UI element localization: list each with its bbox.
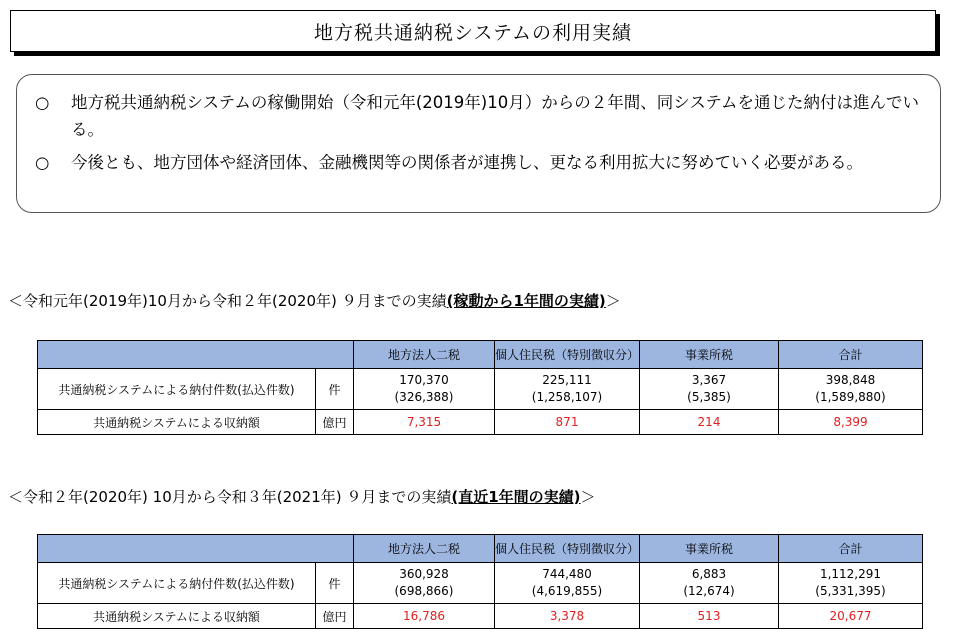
section-heading-prefix: ＜令和２年(2020年) 10月から令和３年(2021年) ９月までの実績 — [8, 488, 452, 506]
amount-cell: 871 — [495, 410, 640, 435]
column-header: 個人住民税（特別徴収分） — [495, 535, 640, 563]
row-unit: 件 — [316, 369, 354, 410]
row-label: 共通納税システムによる納付件数(払込件数) — [38, 369, 316, 410]
column-header: 地方法人二税 — [354, 341, 495, 369]
count-main: 360,928 — [399, 567, 449, 581]
count-cell — [640, 369, 779, 410]
table-row-collection-amount — [38, 604, 923, 629]
header-blank-cell — [38, 341, 354, 369]
count-main: 398,848 — [825, 373, 876, 387]
table-header-row — [38, 341, 923, 369]
table-header-row — [38, 535, 923, 563]
row-label: 共通納税システムによる納付件数(払込件数) — [38, 563, 316, 604]
count-sub: (4,619,855) — [531, 584, 603, 598]
table-row-payment-count — [38, 563, 923, 604]
table-row-payment-count — [38, 369, 923, 410]
count-main: 6,883 — [691, 567, 727, 581]
row-unit: 億円 — [316, 604, 354, 629]
summary-text: 今後とも、地方団体や経済団体、金融機関等の関係者が連携し、更なる利用拡大に努めていく必要がある。 — [71, 153, 863, 172]
column-header: 事業所税 — [640, 341, 779, 369]
table-row-collection-amount — [38, 410, 923, 435]
section-heading-recent-year — [8, 486, 596, 507]
summary-item — [35, 149, 922, 176]
count-main: 225,111 — [542, 373, 592, 387]
count-sub: (5,331,395) — [815, 584, 886, 598]
count-main: 1,112,291 — [819, 567, 882, 581]
results-table-first-year — [37, 340, 923, 435]
count-cell — [779, 563, 923, 604]
section-heading-emphasis: (稼動から1年間の実績) — [446, 292, 606, 310]
count-sub: (326,388) — [394, 390, 454, 404]
summary-item — [35, 89, 922, 143]
summary-box — [16, 74, 941, 213]
bullet-circle-icon: ○ — [35, 153, 50, 172]
amount-cell: 3,378 — [495, 604, 640, 629]
count-cell — [779, 369, 923, 410]
page-title — [10, 10, 936, 52]
column-header: 個人住民税（特別徴収分） — [495, 341, 640, 369]
column-header: 合計 — [779, 341, 923, 369]
count-cell — [495, 369, 640, 410]
count-sub: (698,866) — [394, 584, 454, 598]
count-main: 744,480 — [542, 567, 592, 581]
row-unit: 億円 — [316, 410, 354, 435]
header-blank-cell — [38, 535, 354, 563]
section-heading-suffix: ＞ — [605, 292, 621, 310]
row-label: 共通納税システムによる収納額 — [38, 410, 316, 435]
amount-cell: 8,399 — [779, 410, 923, 435]
section-heading-prefix: ＜令和元年(2019年)10月から令和２年(2020年) ９月までの実績 — [8, 292, 447, 310]
summary-text: 地方税共通納税システムの稼働開始（令和元年(2019年)10月）からの２年間、同システムを通じた納付は進んでいる。 — [71, 93, 920, 139]
amount-cell: 214 — [640, 410, 779, 435]
count-cell — [640, 563, 779, 604]
count-cell — [354, 369, 495, 410]
section-heading-suffix: ＞ — [580, 488, 596, 506]
amount-cell: 20,677 — [779, 604, 923, 629]
section-heading-first-year — [8, 290, 621, 311]
section-heading-emphasis: (直近1年間の実績) — [451, 488, 581, 506]
count-sub: (1,589,880) — [815, 390, 886, 404]
bullet-circle-icon: ○ — [35, 93, 50, 112]
column-header: 事業所税 — [640, 535, 779, 563]
amount-cell: 7,315 — [354, 410, 495, 435]
column-header: 地方法人二税 — [354, 535, 495, 563]
count-cell — [354, 563, 495, 604]
amount-cell: 513 — [640, 604, 779, 629]
count-main: 170,370 — [399, 373, 449, 387]
amount-cell: 16,786 — [354, 604, 495, 629]
count-cell — [495, 563, 640, 604]
results-table-recent-year — [37, 534, 923, 629]
column-header: 合計 — [779, 535, 923, 563]
count-sub: (5,385) — [687, 390, 731, 404]
count-sub: (1,258,107) — [531, 390, 603, 404]
page-title-text: 地方税共通納税システムの利用実績 — [313, 21, 633, 44]
row-label: 共通納税システムによる収納額 — [38, 604, 316, 629]
row-unit: 件 — [316, 563, 354, 604]
count-main: 3,367 — [691, 373, 727, 387]
count-sub: (12,674) — [683, 584, 735, 598]
